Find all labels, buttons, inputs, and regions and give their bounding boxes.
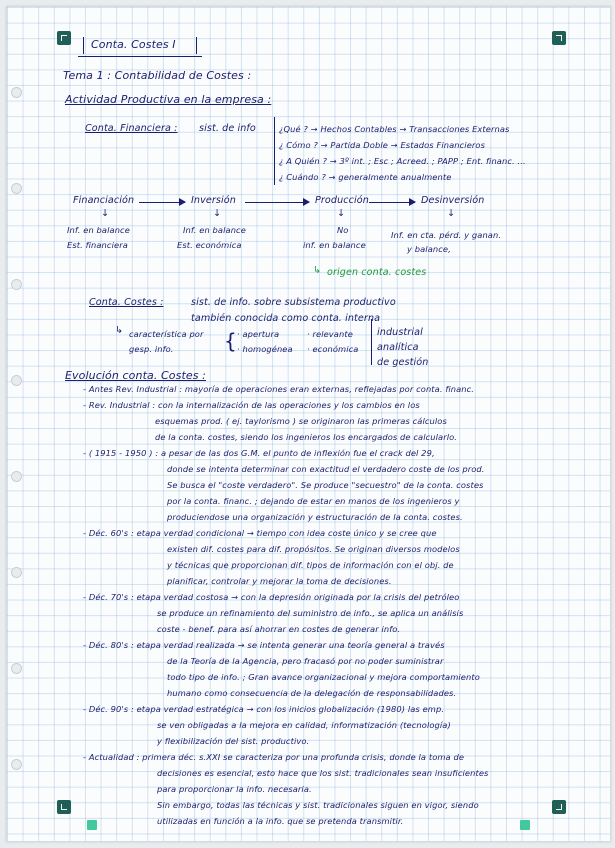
notebook-page bbox=[6, 6, 611, 842]
conta-financiera-label: Conta. Financiera : bbox=[85, 123, 178, 134]
flow-step-desinversion: Desinversión bbox=[421, 195, 485, 206]
conta-financiera-prefix: sist. de info bbox=[199, 123, 256, 134]
evolution-line: donde se intenta determinar con exactitud el verdadero coste de los prod. bbox=[167, 464, 485, 474]
flow-step-financiacion: Financiación bbox=[73, 195, 135, 206]
down-arrow-icon: ↓ bbox=[101, 208, 110, 219]
conta-costes-type-industrial: industrial bbox=[377, 327, 423, 338]
evolution-line: - Déc. 90's : etapa verdad estratégica → con los inicios globalización (1980) las emp. bbox=[83, 704, 445, 714]
flow-inversion-note-2: Est. económica bbox=[177, 240, 242, 250]
flow-financiacion-note-1: Inf. en balance bbox=[67, 225, 130, 235]
evolution-line: - Déc. 70's : etapa verdad costosa → con la depresión originada por la crisis del petróleo bbox=[83, 592, 460, 602]
corner-marker-bottom-left-icon bbox=[57, 800, 71, 814]
evolution-line: - Déc. 80's : etapa verdad realizada → se intenta generar una teoría general a través bbox=[83, 640, 445, 650]
punch-hole-icon bbox=[11, 279, 22, 290]
corner-marker-top-right-icon bbox=[552, 31, 566, 45]
evolution-line: utilizadas en función a la info. que se pretenda transmitir. bbox=[157, 816, 404, 826]
evolution-line: humano como consecuencia de la delegación de responsabilidades. bbox=[167, 688, 457, 698]
evolution-line: todo tipo de info. ; Gran avance organizacional y mejora comportamiento bbox=[167, 672, 480, 682]
teal-marker-right-icon bbox=[520, 820, 530, 830]
corner-marker-top-left-icon bbox=[57, 31, 71, 45]
flow-desinversion-note-2: y balance, bbox=[407, 244, 451, 254]
dot-economica: · económica bbox=[307, 344, 359, 354]
evolution-line: Sin embargo, todas las técnicas y sist. tradicionales siguen en vigor, siendo bbox=[157, 800, 479, 810]
cfin-question-quien: ¿ A Quién ? → 3º int. ; Esc ; Acreed. ; PAPP ; Ent. financ. ... bbox=[279, 156, 526, 166]
origin-arrow-icon: ↳ bbox=[313, 265, 322, 276]
cfin-question-que: ¿Qué ? → Hechos Contables → Transacciones Externas bbox=[279, 124, 510, 134]
evolution-line: - Antes Rev. Industrial : mayoría de operaciones eran externas, reflejadas por conta. financ. bbox=[83, 384, 475, 394]
evolution-line: y flexibilización del sist. productivo. bbox=[157, 736, 310, 746]
flow-step-inversion: Inversión bbox=[191, 195, 236, 206]
evolution-line: coste - benef. para así ahorrar en costes de generar info. bbox=[157, 624, 401, 634]
flow-inversion-note-1: Inf. en balance bbox=[183, 225, 246, 235]
evolution-line: - Déc. 60's : etapa verdad condicional → tiempo con idea coste único y se cree que bbox=[83, 528, 437, 538]
flow-step-produccion: Producción bbox=[315, 195, 369, 206]
flow-arrow-icon bbox=[369, 202, 415, 203]
dot-homogenea: · homogénea bbox=[237, 344, 293, 354]
brace-icon: { bbox=[224, 329, 237, 353]
evolution-line: - Rev. Industrial : con la internalización de las operaciones y los cambios en los bbox=[83, 400, 420, 410]
topic-line: Tema 1 : Contabilidad de Costes : bbox=[63, 69, 252, 82]
evolution-line: para proporcionar la info. necesaria. bbox=[157, 784, 312, 794]
page-title: Conta. Costes I bbox=[91, 38, 176, 51]
conta-costes-type-analitica: analítica bbox=[377, 342, 419, 353]
evolution-line: - ( 1915 - 1950 ) : a pesar de las dos G.M. el punto de inflexión fue el crack del 29, bbox=[83, 448, 435, 458]
punch-hole-icon bbox=[11, 663, 22, 674]
corner-marker-bottom-right-icon bbox=[552, 800, 566, 814]
conta-costes-label: Conta. Costes : bbox=[89, 297, 164, 308]
evolution-line: esquemas prod. ( ej. taylorismo ) se originaron las primeras cálculos bbox=[155, 416, 447, 426]
flow-financiacion-note-2: Est. financiera bbox=[67, 240, 128, 250]
flow-produccion-note-2: inf. en balance bbox=[303, 240, 366, 250]
dot-apertura: · apertura bbox=[237, 329, 280, 339]
flow-arrow-icon bbox=[245, 202, 309, 203]
down-arrow-icon: ↓ bbox=[447, 208, 456, 219]
punch-hole-icon bbox=[11, 471, 22, 482]
punch-hole-icon bbox=[11, 567, 22, 578]
down-arrow-icon: ↓ bbox=[337, 208, 346, 219]
punch-hole-icon bbox=[11, 87, 22, 98]
conta-costes-line-1: sist. de info. sobre subsistema productivo bbox=[191, 297, 396, 308]
evolution-line: existen dif. costes para dif. propósitos. Se originan diversos modelos bbox=[167, 544, 460, 554]
punch-hole-icon bbox=[11, 375, 22, 386]
cfin-question-cuando: ¿ Cuándo ? → generalmente anualmente bbox=[279, 172, 452, 182]
evolution-line: planificar, controlar y mejorar la toma de decisiones. bbox=[167, 576, 392, 586]
gesp-info-label: gesp. info. bbox=[129, 344, 174, 354]
bracket-line bbox=[371, 319, 372, 365]
bracket-arrow-icon: ↳ bbox=[115, 325, 124, 336]
conta-costes-type-gestion: de gestión bbox=[377, 357, 429, 368]
evolution-line: se produce un refinamiento del suministro de info., se aplica un análisis bbox=[157, 608, 464, 618]
section-heading-actividad: Actividad Productiva en la empresa : bbox=[65, 93, 272, 106]
evolution-line: se ven obligadas a la mejora en calidad, informatización (tecnología) bbox=[157, 720, 451, 730]
origin-conta-costes: origen conta. costes bbox=[327, 267, 427, 278]
flow-arrow-icon bbox=[139, 202, 185, 203]
punch-hole-icon bbox=[11, 183, 22, 194]
conta-costes-line-2: también conocida como conta. interna bbox=[191, 313, 381, 324]
evolution-line: de la Teoría de la Agencia, pero fracasó por no poder suministrar bbox=[167, 656, 444, 666]
brace-line bbox=[274, 117, 275, 185]
cfin-question-como: ¿ Cómo ? → Partida Doble → Estados Financieros bbox=[279, 140, 486, 150]
down-arrow-icon: ↓ bbox=[213, 208, 222, 219]
punch-hole-icon bbox=[11, 759, 22, 770]
flow-produccion-note-1: No bbox=[337, 225, 349, 235]
evolution-line: de la conta. costes, siendo los ingenieros los encargados de calcularlo. bbox=[155, 432, 458, 442]
evolution-line: y técnicas que proporcionan dif. tipos de información con el obj. de bbox=[167, 560, 454, 570]
evolution-line: Se busca el "coste verdadero". Se produce "secuestro" de la conta. costes bbox=[167, 480, 484, 490]
evolution-line: - Actualidad : primera déc. s.XXI se caracteriza por una profunda crisis, donde la toma de bbox=[83, 752, 465, 762]
teal-marker-left-icon bbox=[87, 820, 97, 830]
evolution-line: decisiones es esencial, esto hace que los sist. tradicionales sean insuficientes bbox=[157, 768, 489, 778]
flow-desinversion-note-1: Inf. en cta. pérd. y ganan. bbox=[391, 230, 502, 240]
evolution-line: produciendose una organización y estructuración de la conta. costes. bbox=[167, 512, 463, 522]
evolution-line: por la conta. financ. ; dejando de estar en manos de los ingenieros y bbox=[167, 496, 460, 506]
caracteristica-label: característica por bbox=[129, 329, 204, 339]
dot-relevante: · relevante bbox=[307, 329, 353, 339]
section-heading-evolucion: Evolución conta. Costes : bbox=[65, 369, 206, 382]
